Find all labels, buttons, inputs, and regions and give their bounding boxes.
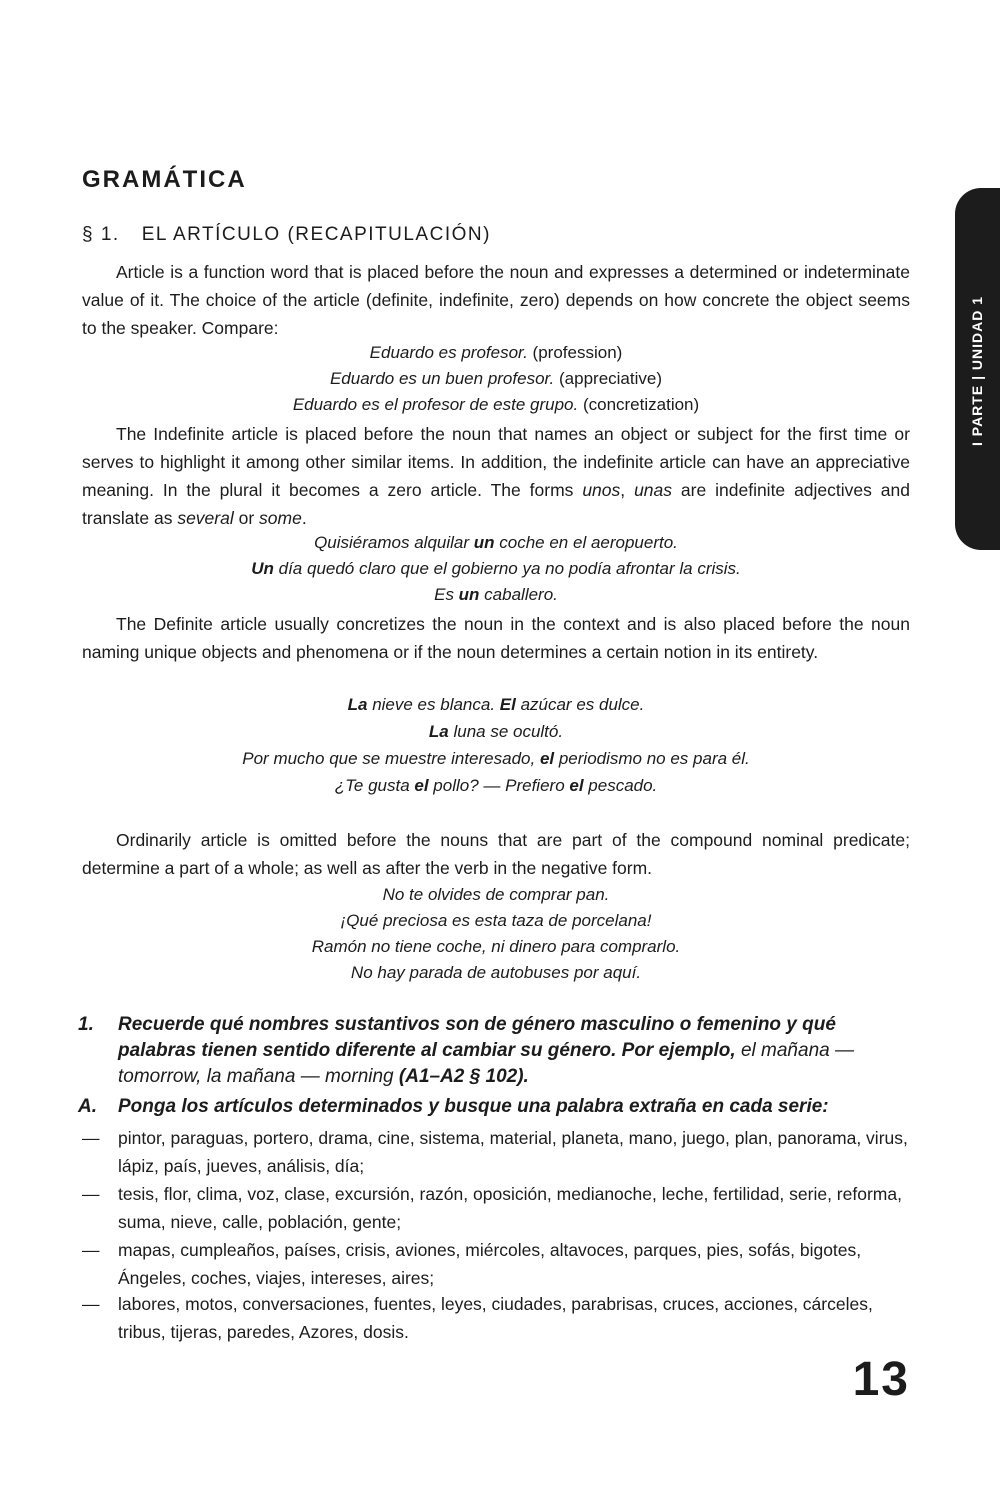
example-line xyxy=(82,340,910,366)
list-item xyxy=(82,1290,912,1346)
list-dash: — xyxy=(82,1184,100,1204)
section-title xyxy=(82,224,491,246)
exercise-marker: 1. xyxy=(78,1014,94,1035)
article-highlight: el xyxy=(414,776,429,795)
omission-paragraph xyxy=(82,826,910,882)
list-item xyxy=(82,1180,912,1236)
example-line: Ramón no tiene coche, ni dinero para comprarlo. xyxy=(311,937,681,956)
example-note: (profession) xyxy=(532,343,623,362)
example-note: (appreciative) xyxy=(559,369,663,388)
example-line: Un día quedó claro que el gobierno ya no podía afrontar la crisis. xyxy=(251,559,741,578)
exercise-example: el mañana — tomorrow, la mañana — morning xyxy=(118,1040,854,1087)
definite-text: The Definite article usually concretizes the noun in the context and is also placed before the noun naming unique objects and phenomena or if the noun determines a certain notion in its entirety. xyxy=(82,614,910,662)
word-series: pintor, paraguas, portero, drama, cine, sistema, material, planeta, mano, juego, plan, panorama, virus, lápiz, país, jueves, análisis, día; xyxy=(118,1128,908,1176)
exercise-marker: A. xyxy=(78,1096,97,1117)
indefinite-text: The Indefinite article is placed before the noun that names an object or subject for the first time or serves to highlight it among other similar items. In addition, the indefinite article can have an appreciative meaning. In the plural it becomes a zero article. The forms xyxy=(82,424,910,500)
section-title-text: EL ARTÍCULO (RECAPITULACIÓN) xyxy=(141,224,491,245)
list-item xyxy=(82,1236,912,1292)
example-sentence: Eduardo es un buen profesor. xyxy=(329,369,555,388)
exercise-instruction: Ponga los artículos determinados y busque una palabra extraña en cada serie: xyxy=(118,1096,829,1117)
list-item xyxy=(82,1124,912,1180)
example-line: Es un caballero. xyxy=(434,585,558,604)
example-line: ¡Qué preciosa es esta taza de porcelana! xyxy=(340,911,652,930)
exercise-reference: (A1–A2 § 102). xyxy=(393,1066,529,1087)
example-line: Por mucho que se muestre interesado, el periodismo no es para él. xyxy=(242,749,750,768)
term-several: several xyxy=(177,508,234,528)
term-unos: unos xyxy=(582,480,621,500)
term-unas: unas xyxy=(634,480,673,500)
example-line xyxy=(82,366,910,392)
article-highlight: el xyxy=(569,776,584,795)
list-dash: — xyxy=(82,1128,100,1148)
example-line: No hay parada de autobuses por aquí. xyxy=(350,963,642,982)
article-highlight: un xyxy=(458,585,480,604)
example-line: La luna se ocultó. xyxy=(428,722,564,741)
intro-paragraph xyxy=(82,258,910,342)
article-highlight: Un xyxy=(251,559,274,578)
article-highlight: La xyxy=(347,695,368,714)
article-highlight: un xyxy=(473,533,495,552)
example-line: La nieve es blanca. El azúcar es dulce. xyxy=(347,695,645,714)
example-sentence: Eduardo es el profesor de este grupo. xyxy=(292,395,579,414)
example-line: ¿Te gusta el pollo? — Prefiero el pescado. xyxy=(334,776,658,795)
list-dash: — xyxy=(82,1294,100,1314)
word-series: tesis, flor, clima, voz, clase, excursión, razón, oposición, medianoche, leche, fertilidad, serie, reforma, suma, nieve, calle, población, gente; xyxy=(118,1184,902,1232)
exercise-instruction: Recuerde qué nombres sustantivos son de género masculino o femenino y qué palabras tienen sentido diferente al cambiar su género. Por ejemplo, xyxy=(118,1014,836,1061)
exercise-a xyxy=(78,1094,908,1120)
example-sentence: Eduardo es profesor. xyxy=(369,343,528,362)
list-dash: — xyxy=(82,1240,100,1260)
term-some: some xyxy=(259,508,302,528)
page-heading: GRAMÁTICA xyxy=(82,166,247,193)
word-series: labores, motos, conversaciones, fuentes, leyes, ciudades, parabrisas, cruces, acciones, cárceles, tribus, tijeras, paredes, Azores, dosis. xyxy=(118,1294,873,1342)
example-note: (concretization) xyxy=(582,395,700,414)
page-number: 13 xyxy=(852,1353,910,1406)
definite-paragraph xyxy=(82,610,910,666)
exercise-1 xyxy=(78,1012,908,1090)
article-highlight: El xyxy=(499,695,516,714)
omission-text: Ordinarily article is omitted before the nouns that are part of the compound nominal predicate; determine a part of a whole; as well as after the verb in the negative form. xyxy=(82,830,910,878)
indefinite-paragraph: The Indefinite article is placed before the noun that names an object or subject for the first time or serves to highlight it among other similar items. In addition, the indefinite article can have an appreciative meaning. In the plural it becomes a zero article. The forms unos, unas are indefinite adjectives and translate as several or some. xyxy=(82,424,910,528)
article-highlight: el xyxy=(539,749,555,768)
chapter-side-tab-label: I PARTE | UNIDAD 1 xyxy=(969,295,985,447)
example-line: No te olvides de comprar pan. xyxy=(382,885,610,904)
example-line: Quisiéramos alquilar un coche en el aeropuerto. xyxy=(314,533,678,552)
article-highlight: La xyxy=(428,722,449,741)
word-series: mapas, cumpleaños, países, crisis, aviones, miércoles, altavoces, parques, pies, sofás, bigotes, Ángeles, coches, viajes, intereses, aires; xyxy=(118,1240,862,1288)
section-number: § 1. xyxy=(82,224,120,245)
example-line xyxy=(82,392,910,418)
intro-text: Article is a function word that is placed before the noun and expresses a determined or indeterminate value of it. The choice of the article (definite, indefinite, zero) depends on how concrete the object seems to the speaker. Compare: xyxy=(82,262,910,338)
